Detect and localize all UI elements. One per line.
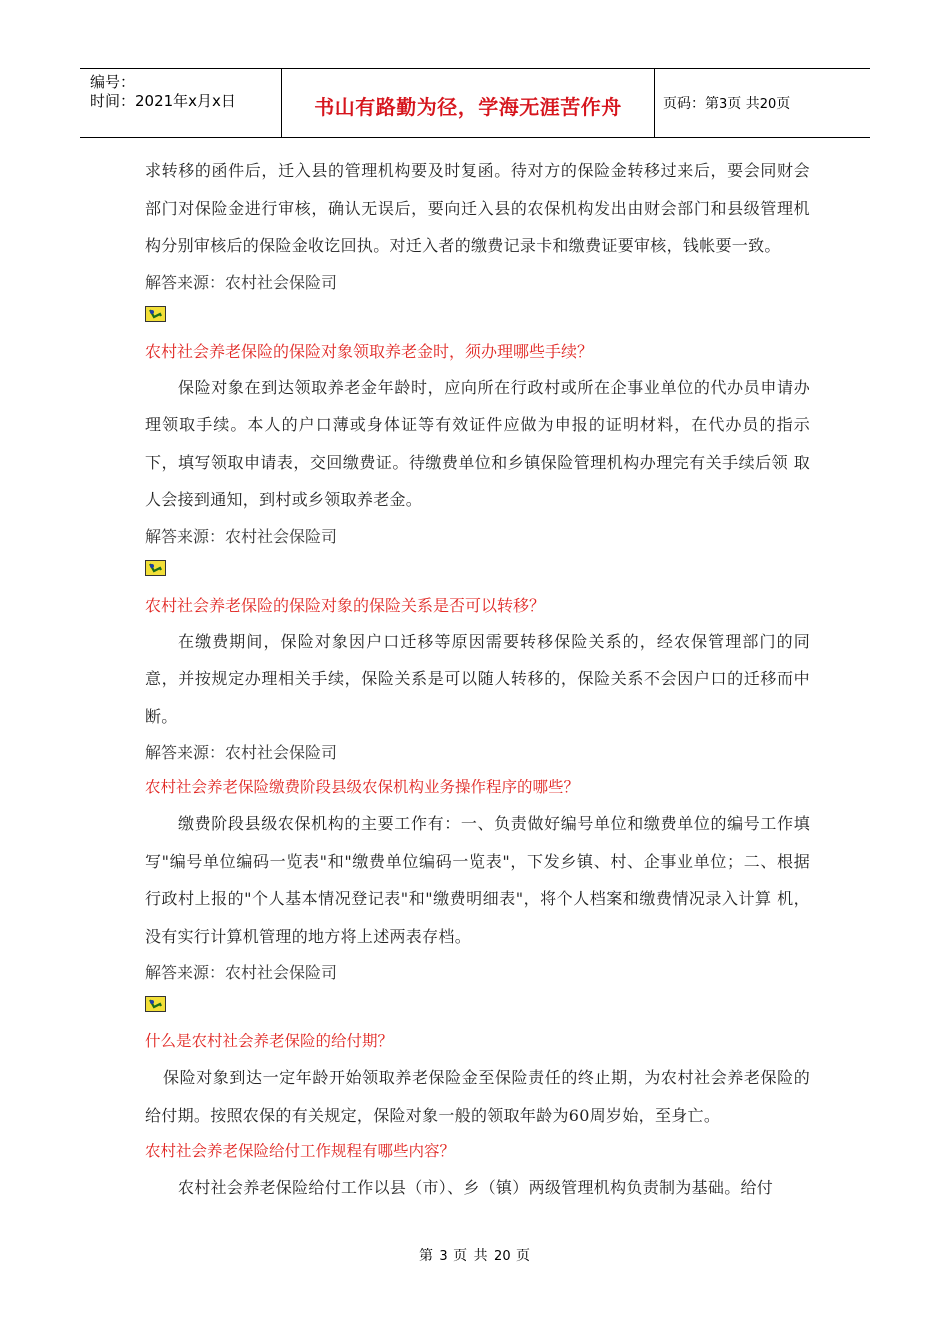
document-link-icon[interactable] — [145, 996, 166, 1012]
paragraph: 缴费阶段县级农保机构的主要工作有：一、负责做好编号单位和缴费单位的编号工作填写"编号单位编码一览表"和"缴费单位编码一览表"，下发乡镇、村、企事业单位；二、根据行政村上报的"个人基本情况登记表"和"缴费明细表"，将个人档案和缴费情况录入计算 机，没有实行计算机管理的地方将上述两表存档。 — [145, 814, 810, 946]
paragraph: 农村社会养老保险给付工作以县（市）、乡（镇）两级管理机构负责制为基础。给付 — [178, 1178, 774, 1197]
document-body — [145, 152, 810, 1207]
icon-row — [145, 554, 810, 588]
page-header — [80, 68, 870, 138]
answer-source: 解答来源：农村社会保险司 — [145, 272, 338, 292]
footer-suffix: 页 — [516, 1248, 532, 1264]
footer-current: 3 — [439, 1249, 448, 1264]
header-motto: 书山有路勤为径，学海无涯苦作舟 — [314, 95, 622, 119]
question-heading: 农村社会养老保险的保险对象的保险关系是否可以转移？ — [145, 595, 546, 615]
header-motto-cell — [281, 69, 655, 137]
serial-label: 编号： — [90, 73, 136, 91]
question-heading: 农村社会养老保险缴费阶段县级农保机构业务操作程序的哪些？ — [145, 778, 580, 796]
question-heading: 农村社会养老保险给付工作规程有哪些内容？ — [145, 1142, 456, 1160]
date-label: 时间：2021年x月x日 — [90, 92, 236, 110]
page-footer — [0, 1245, 950, 1265]
paragraph: 保险对象到达一定年龄开始领取养老保险金至保险责任的终止期，为农村社会养老保险的给付期。按照农保的有关规定，保险对象一般的领取年龄为60周岁始，至身亡。 — [145, 1068, 810, 1125]
page-current: 3 — [719, 97, 728, 112]
question-heading: 什么是农村社会养老保险的给付期？ — [145, 1032, 394, 1050]
header-meta — [90, 73, 236, 111]
icon-row — [145, 300, 810, 334]
footer-mid: 页 共 — [453, 1248, 489, 1264]
paragraph: 求转移的函件后，迁入县的管理机构要及时复函。待对方的保险金转移过来后，要会同财会部门对保险金进行审核，确认无误后，要向迁入县的农保机构发出由财会部门和县级管理机构分别审核后的保险金收讫回执。对迁入者的缴费记录卡和缴费证要审核，钱帐要一致。 — [145, 161, 810, 255]
page-label-prefix: 页码：第 — [663, 96, 719, 112]
footer-total: 20 — [494, 1249, 511, 1264]
icon-row — [145, 990, 810, 1024]
question-heading: 农村社会养老保险的保险对象领取养老金时，须办理哪些手续？ — [145, 341, 594, 361]
page-total: 20 — [759, 97, 777, 112]
page-label-mid: 页 共 — [727, 96, 760, 112]
answer-source: 解答来源：农村社会保险司 — [145, 743, 338, 762]
page-label-suffix: 页 — [776, 96, 791, 112]
paragraph: 在缴费期间，保险对象因户口迁移等原因需要转移保险关系的，经农保管理部门的同意，并按规定办理相关手续，保险关系是可以随人转移的，保险关系不会因户口的迁移而中断。 — [145, 631, 810, 726]
answer-source: 解答来源：农村社会保险司 — [145, 526, 338, 546]
header-page-info — [663, 93, 790, 113]
footer-prefix: 第 — [418, 1248, 434, 1264]
paragraph: 保险对象在到达领取养老金年龄时，应向所在行政村或所在企事业单位的代办员申请办理领取手续。本人的户口薄或身体证等有效证件应做为申报的证明材料，在代办员的指示下，填写领取申请表，交回缴费证。待缴费单位和乡镇保险管理机构办理完有关手续后领 取人会接到通知，到村或乡领取养老金。 — [145, 377, 810, 509]
answer-source: 解答来源：农村社会保险司 — [145, 963, 338, 982]
document-link-icon[interactable] — [145, 306, 166, 322]
document-link-icon[interactable] — [145, 560, 166, 576]
